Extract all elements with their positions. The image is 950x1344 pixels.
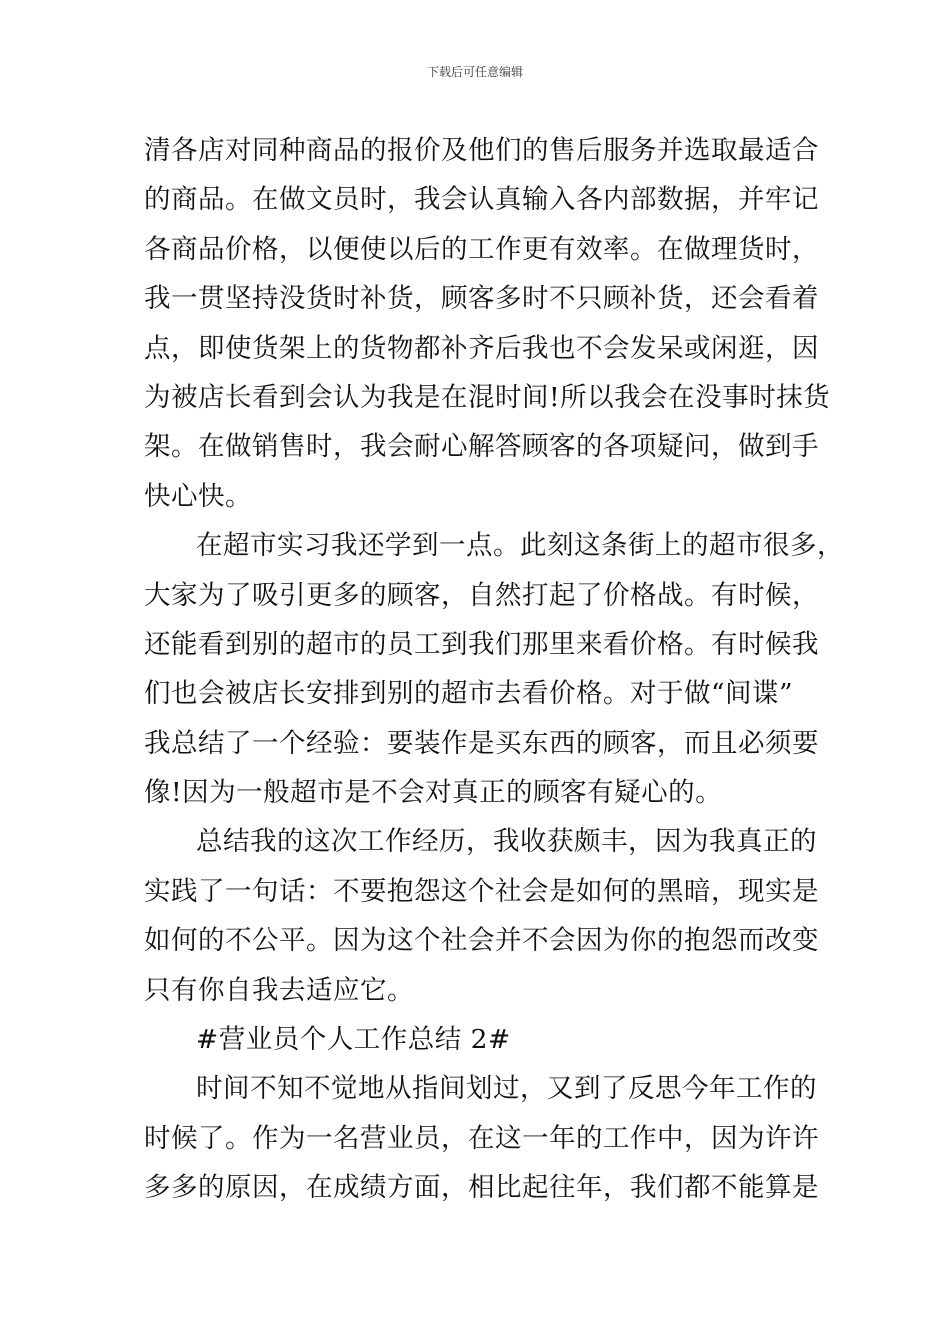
text-line: 大家为了吸引更多的顾客，自然打起了价格战。有时候，	[144, 579, 819, 611]
text-line: 只有你自我去适应它。	[144, 974, 414, 1006]
text-line: 实践了一句话：不要抱怨这个社会是如何的黑暗，现实是	[144, 875, 819, 907]
section-heading: #营业员个人工作总结 2#	[196, 1024, 511, 1056]
text-line: 如何的不公平。因为这个社会并不会因为你的抱怨而改变	[144, 925, 819, 957]
text-line: 各商品价格，以便使以后的工作更有效率。在做理货时，	[144, 233, 819, 265]
text-line: 的商品。在做文员时，我会认真输入各内部数据，并牢记	[144, 184, 819, 216]
text-line: 时候了。作为一名营业员，在这一年的工作中，因为许许	[144, 1122, 819, 1154]
body-text	[144, 126, 844, 1213]
text-line: 我一贯坚持没货时补货，顾客多时不只顾补货，还会看着	[144, 283, 819, 315]
text-line: 为被店长看到会认为我是在混时间!所以我会在没事时抹货	[144, 381, 831, 413]
text-line: 们也会被店长安排到别的超市去看价格。对于做“间谍”	[144, 678, 794, 710]
page-header: 下载后可任意编辑	[426, 65, 523, 79]
text-line: 点，即使货架上的货物都补齐后我也不会发呆或闲逛，因	[144, 332, 819, 364]
text-line: 我总结了一个经验：要装作是买东西的顾客，而且必须要	[144, 727, 819, 759]
text-line: 多多的原因，在成绩方面，相比起往年，我们都不能算是	[144, 1172, 819, 1204]
text-line: 架。在做销售时，我会耐心解答顾客的各项疑问，做到手	[144, 431, 819, 463]
paragraph-start-line: 在超市实习我还学到一点。此刻这条街上的超市很多，	[196, 530, 844, 562]
text-line: 还能看到别的超市的员工到我们那里来看价格。有时候我	[144, 628, 819, 660]
text-line: 快心快。	[144, 480, 252, 512]
text-line: 清各店对同种商品的报价及他们的售后服务并选取最适合	[144, 135, 819, 166]
text-line: 像!因为一般超市是不会对真正的顾客有疑心的。	[144, 777, 723, 809]
paragraph-start-line: 总结我的这次工作经历，我收获颇丰，因为我真正的	[196, 826, 817, 858]
paragraph-start-line: 时间不知不觉地从指间划过，又到了反思今年工作的	[196, 1073, 817, 1105]
